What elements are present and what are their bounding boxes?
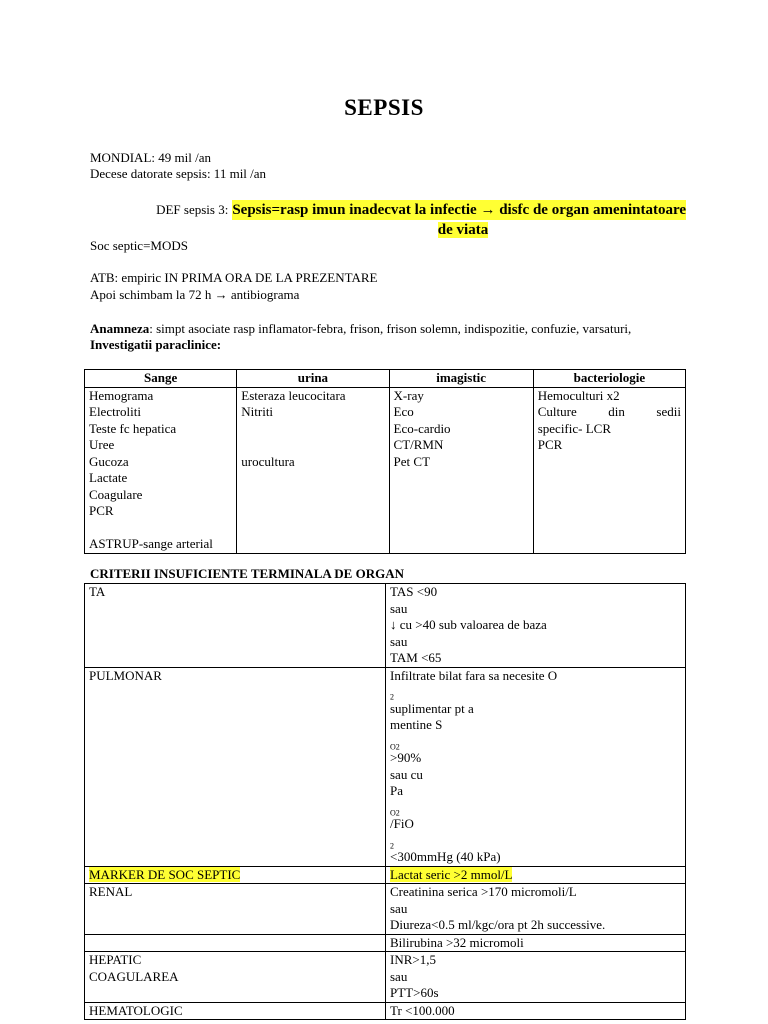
row-label-hepatic xyxy=(85,952,386,1003)
row-value-renal xyxy=(386,884,686,935)
list-item: Creatinina serica >170 micromoli/L xyxy=(390,884,577,899)
cell-bacteriologie xyxy=(533,387,685,553)
row-label-renal: RENAL xyxy=(85,884,386,935)
list-item: X-ray xyxy=(393,387,424,403)
list-item: COAGULAREA xyxy=(89,968,179,984)
list-item: sau xyxy=(390,600,408,616)
row-value-marker: Lactat seric >2 mmol/L xyxy=(386,866,686,884)
list-item: TAS <90 xyxy=(390,584,438,599)
row-value-pulmonar xyxy=(386,667,686,866)
list-item: Esteraza leucocitara xyxy=(241,387,346,403)
blank-line xyxy=(89,520,232,537)
list-item: Lactate xyxy=(89,470,128,485)
list-item: Teste fc hepatica xyxy=(89,420,177,436)
table-row xyxy=(85,866,686,884)
anamneza-line xyxy=(90,321,631,338)
list-item: mentine S $_{O2}$ >90% xyxy=(390,717,443,765)
cell-imagistic xyxy=(389,387,533,553)
atb-line1: ATB: empiric IN PRIMA ORA DE LA PREZENTARE xyxy=(90,270,378,285)
soc-septic-line: Soc septic=MODS xyxy=(90,238,188,253)
col-header-urina: urina xyxy=(237,370,389,388)
col-header-sange: Sange xyxy=(85,370,237,388)
list-item: Pet CT xyxy=(393,453,431,469)
list-item: sau xyxy=(390,900,408,916)
list-item: PCR xyxy=(537,437,563,452)
investigatii-heading: Investigatii paraclinice: xyxy=(90,337,222,352)
list-item: Eco-cardio xyxy=(393,420,451,436)
table-row xyxy=(85,667,686,866)
list-item: Electroliti xyxy=(89,404,141,419)
list-item: PTT>60s xyxy=(390,985,439,1000)
row-value-hematologic: Tr <100.000 xyxy=(386,1002,686,1020)
list-item: Pa $_{O2}$ /FiO $_2$ <300mmHg (40 kPa) xyxy=(390,783,501,864)
list-item: specific- LCR xyxy=(537,420,612,436)
row-value-hepatic xyxy=(386,952,686,1003)
list-item: sau xyxy=(390,633,408,649)
list-item: CT/RMN xyxy=(393,437,444,452)
stat-mondial: MONDIAL: 49 mil /an xyxy=(90,150,211,165)
atb-line2: Apoi schimbam la 72 h → antibiograma xyxy=(90,287,300,302)
definition-label: DEF sepsis 3: xyxy=(156,202,229,217)
table-row xyxy=(85,934,686,952)
cell-sange xyxy=(85,387,237,553)
list-item: Hemoculturi x2 xyxy=(537,387,620,403)
row-label-pulmonar: PULMONAR xyxy=(85,667,386,866)
blank-line xyxy=(241,437,384,454)
row-value-ta xyxy=(386,584,686,668)
paraclinic-table xyxy=(84,369,686,554)
col-header-bacteriologie: bacteriologie xyxy=(533,370,685,388)
list-item: ↓ cu >40 sub valoarea de baza xyxy=(390,617,547,632)
table-row xyxy=(85,884,686,935)
row-label-ta: TA xyxy=(85,584,386,668)
list-item: sau cu xyxy=(390,766,423,782)
list-item: Nitriti xyxy=(241,404,274,419)
list-item: PCR xyxy=(89,503,114,518)
blank-line xyxy=(241,421,384,438)
list-item: HEPATIC xyxy=(89,952,142,967)
list-item: TAM <65 xyxy=(390,650,442,665)
definition-text-line2: de viata xyxy=(437,222,489,238)
anamneza-text: : simpt asociate rasp inflamator-febra, frison, frison solemn, indispozitie, confuzie, varsaturi, xyxy=(149,321,632,336)
list-item: sau xyxy=(390,968,408,984)
definition-text-line1: Sepsis=rasp imun inadecvat la infectie → disfc de organ amenintatoare xyxy=(232,202,686,218)
row-label-empty xyxy=(85,934,386,952)
table-header-row xyxy=(85,370,686,388)
definition-block xyxy=(90,200,686,240)
anamneza-label: Anamneza xyxy=(90,321,150,336)
list-item: Diureza<0.5 ml/kgc/ora pt 2h successive. xyxy=(390,917,606,932)
table-row xyxy=(85,584,686,668)
cell-urina xyxy=(237,387,389,553)
list-item: Hemograma xyxy=(89,387,154,403)
table-row xyxy=(85,1002,686,1020)
row-label-hematologic: HEMATOLOGIC xyxy=(85,1002,386,1020)
list-item: Coagulare xyxy=(89,486,143,502)
criterii-heading: CRITERII INSUFICIENTE TERMINALA DE ORGAN xyxy=(90,566,404,581)
row-value-bilirubina: Bilirubina >32 micromoli xyxy=(386,934,686,952)
table-row xyxy=(85,387,686,553)
row-label-marker: MARKER DE SOC SEPTIC xyxy=(85,866,386,884)
list-item: Uree xyxy=(89,437,115,452)
col-header-imagistic: imagistic xyxy=(389,370,533,388)
criterii-table xyxy=(84,583,686,1020)
list-item: Culture din sedii xyxy=(537,404,681,419)
list-item: Infiltrate bilat fara sa necesite O $_2$ suplimentar pt a xyxy=(390,667,558,716)
table-row xyxy=(85,952,686,1003)
list-item: INR>1,5 xyxy=(390,952,436,967)
list-item: ASTRUP-sange arterial xyxy=(89,536,213,551)
stat-decese: Decese datorate sepsis: 11 mil /an xyxy=(90,166,267,181)
page-title: SEPSIS xyxy=(344,95,424,120)
list-item: Eco xyxy=(393,404,414,419)
list-item: urocultura xyxy=(241,453,295,469)
list-item: Gucoza xyxy=(89,453,129,469)
